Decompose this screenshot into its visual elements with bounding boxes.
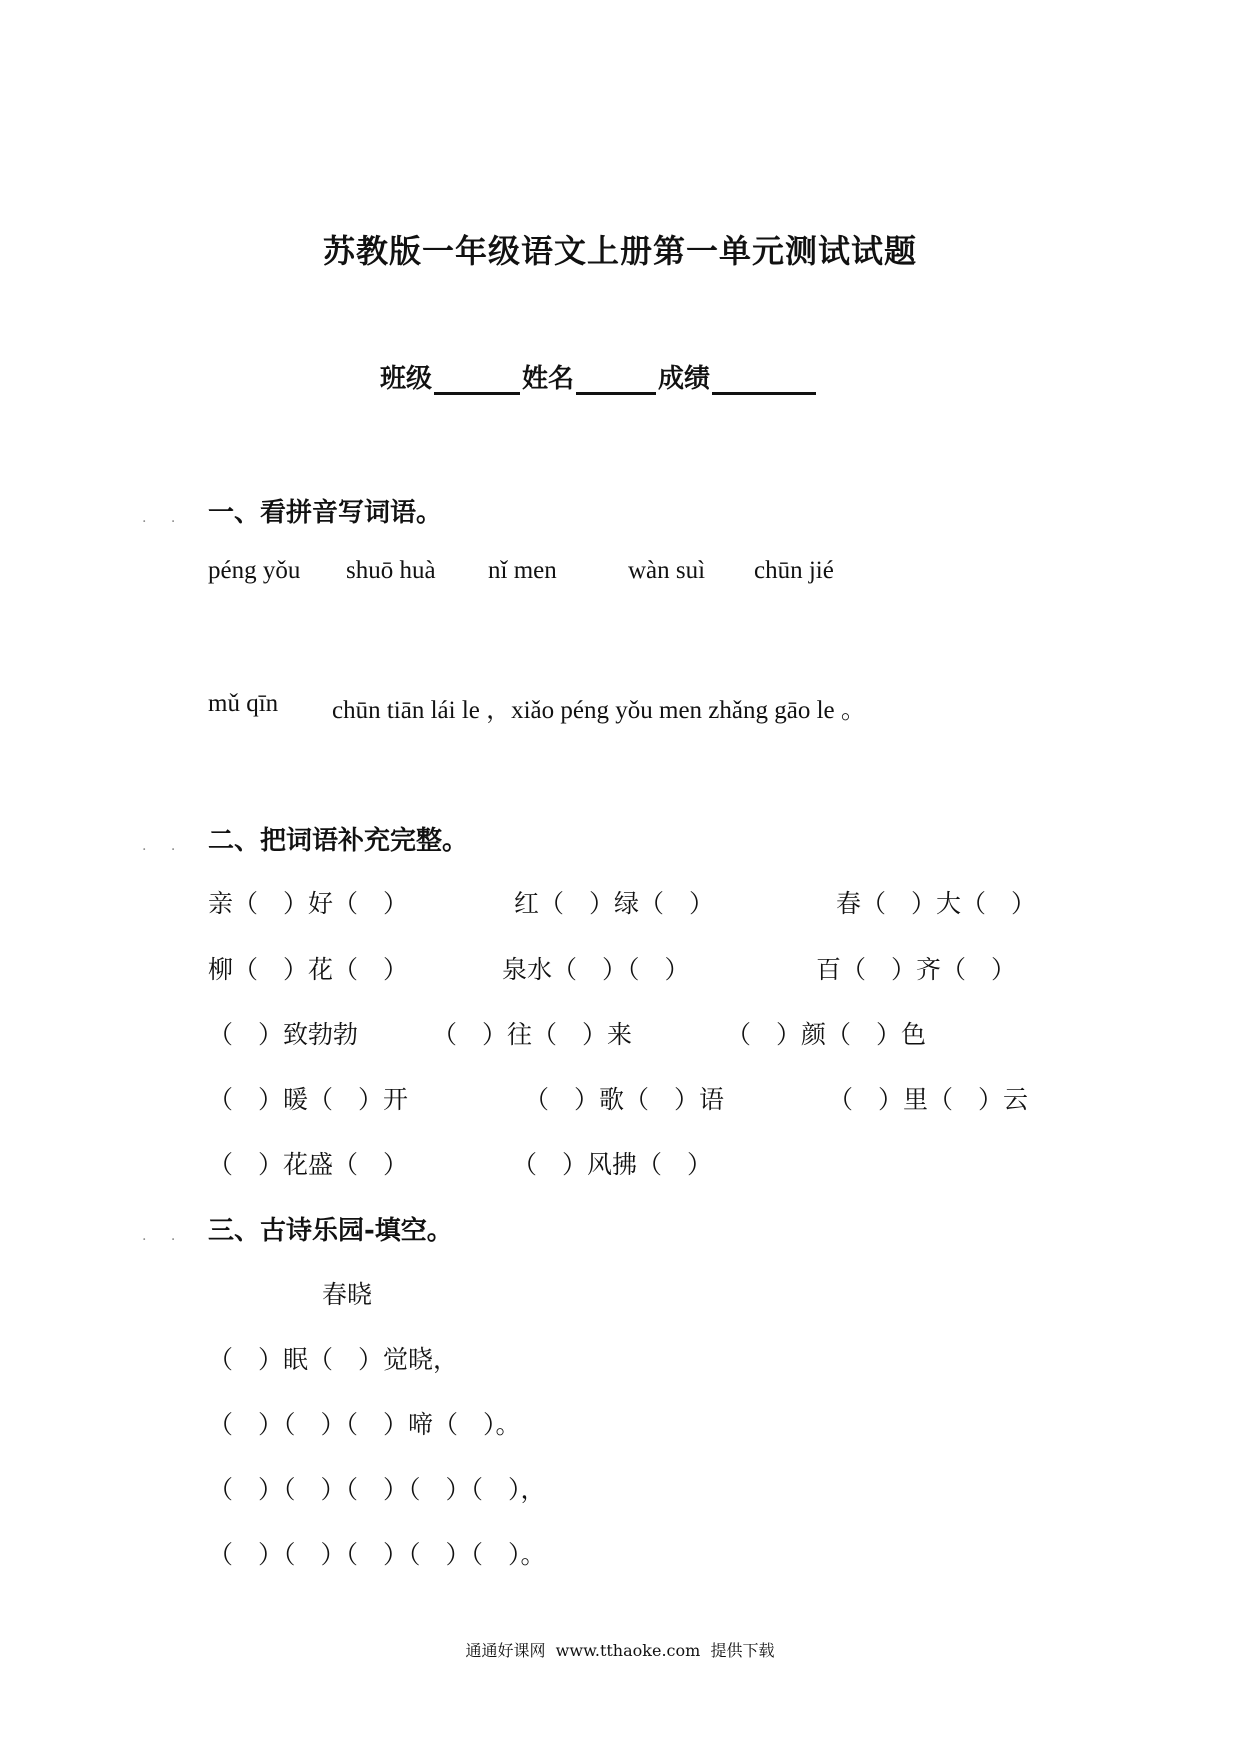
fill-item: （ ）致勃勃 (208, 1020, 359, 1049)
fill-item: 柳（ ）花（ ） (208, 955, 409, 984)
margin-marks: . . (142, 838, 186, 854)
class-blank (434, 362, 520, 395)
poem-line: （ ）眠（ ）觉晓， (208, 1345, 459, 1374)
poem-line: （ ）（ ）（ ）（ ）（ ）， (208, 1475, 546, 1504)
footer-text: 通通好课网 www.tthaoke.com 提供下载 (465, 1641, 775, 1660)
score-label: 成绩 (658, 364, 711, 394)
fill-item: 百（ ）齐（ ） (816, 955, 1017, 984)
fill-item: 春（ ）大（ ） (836, 889, 1037, 918)
fill-item: （ ）歌（ ）语 (524, 1085, 725, 1114)
section3-heading: 三、古诗乐园-填空。 (208, 1216, 453, 1246)
poem-title: 春晓 (322, 1280, 373, 1309)
name-label: 姓名 (522, 364, 575, 394)
fill-item: （ ）花盛（ ） (208, 1150, 409, 1179)
pinyin-word: péng yǒu (208, 557, 301, 584)
pinyin-word: chūn jié (754, 557, 834, 584)
fill-item: 亲（ ）好（ ） (208, 889, 409, 918)
pinyin-word: nǐ men (488, 557, 557, 584)
pinyin-word: wàn suì (628, 557, 706, 584)
fill-item: （ ）暖（ ）开 (208, 1085, 409, 1114)
section2-heading: 二、把词语补充完整。 (208, 826, 469, 856)
margin-marks: . . (142, 510, 186, 526)
fill-item: 泉水（ ）（ ） (502, 955, 690, 984)
name-blank (576, 362, 656, 395)
fill-item: （ ）风拂（ ） (512, 1150, 713, 1179)
fill-item: （ ）颜（ ）色 (726, 1020, 927, 1049)
fill-item: （ ）往（ ）来 (432, 1020, 633, 1049)
page-title: 苏教版一年级语文上册第一单元测试试题 (322, 232, 917, 270)
score-blank (712, 362, 816, 395)
fill-item: （ ）里（ ）云 (828, 1085, 1029, 1114)
section1-heading: 一、看拼音写词语。 (208, 498, 443, 528)
fill-item: 红（ ）绿（ ） (514, 889, 715, 918)
student-info-line (380, 358, 818, 395)
margin-marks: . . (142, 1228, 186, 1244)
class-label: 班级 (380, 364, 433, 394)
pinyin-word: shuō huà (346, 557, 436, 584)
poem-line: （ ）（ ）（ ）啼（ ）。 (208, 1410, 521, 1439)
poem-line: （ ）（ ）（ ）（ ）（ ）。 (208, 1540, 546, 1569)
pinyin-sentence: chūn tiān lái le ，xiǎo péng yǒu men zhǎng gāo le 。 (332, 697, 866, 724)
pinyin-word: mǔ qīn (208, 690, 279, 717)
